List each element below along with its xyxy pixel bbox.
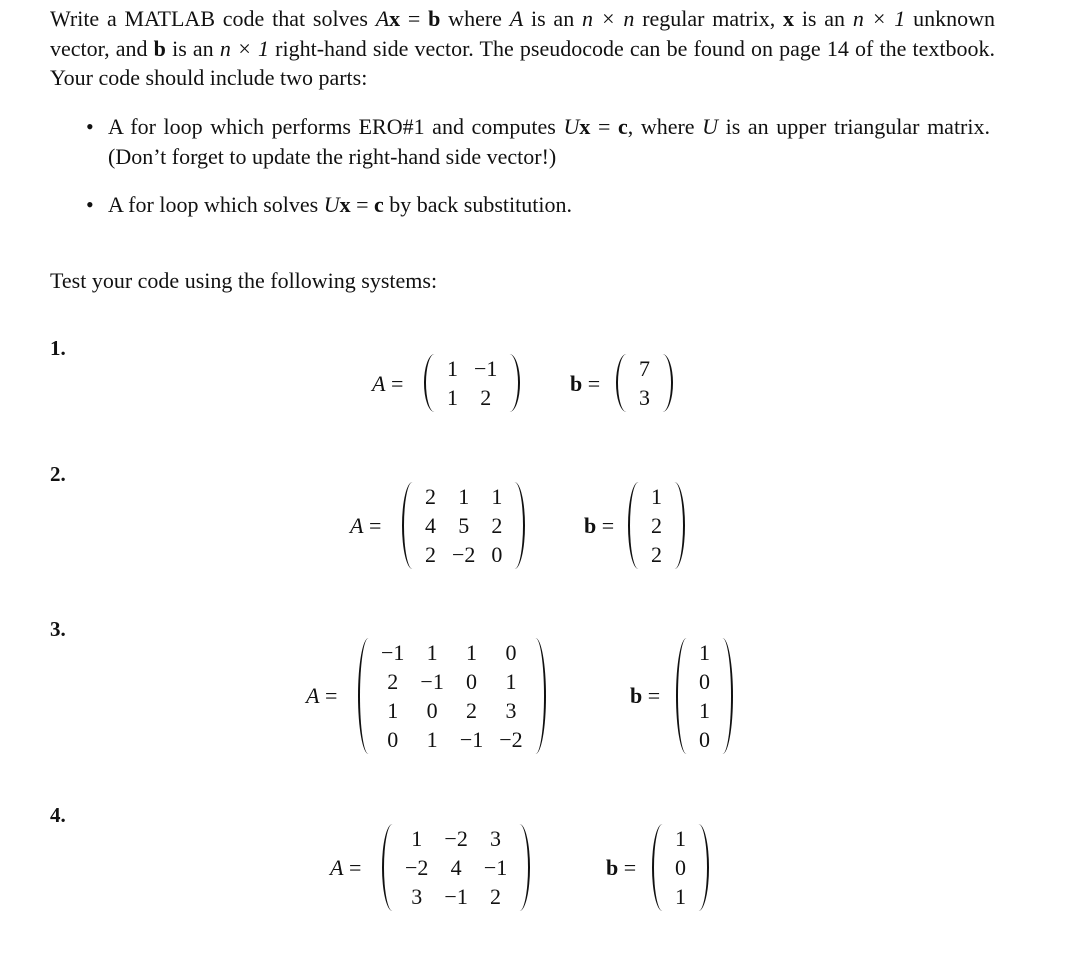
var-x: x <box>783 6 795 31</box>
var-b: b <box>428 6 441 31</box>
var-x: x <box>339 192 351 217</box>
left-paren <box>616 354 631 412</box>
vector-label <box>584 513 614 539</box>
matrix-cell: 0 <box>387 727 399 752</box>
equals: = <box>596 513 615 538</box>
equals: = <box>343 855 362 880</box>
intro-text-2: where <box>440 6 510 31</box>
matrix-cell: 2 <box>387 669 399 694</box>
right-paren <box>718 638 733 754</box>
equals: = <box>618 855 637 880</box>
bullet-text: A for loop which solves <box>108 192 324 217</box>
matrix-cell: 2 <box>490 884 502 909</box>
matrix-table <box>417 482 510 569</box>
matrix-cell: 1 <box>458 484 470 509</box>
vector-cell: 0 <box>699 669 710 694</box>
vector-cell: 0 <box>699 727 710 752</box>
var-A: A <box>330 855 344 880</box>
intro-text-1: Write a MATLAB code that solves <box>50 6 368 31</box>
right-paren <box>510 482 525 569</box>
bullet-item-1 <box>86 112 990 171</box>
left-paren <box>652 824 667 911</box>
matrix-cell: 5 <box>458 513 470 538</box>
system-number: 4. <box>50 803 66 827</box>
dim-nxn: n × n <box>581 6 635 31</box>
vector-b <box>652 824 709 911</box>
matrix-cell: 1 <box>387 698 399 723</box>
problem-statement <box>50 4 995 93</box>
var-A: A <box>375 6 390 31</box>
equals: = <box>385 371 404 396</box>
matrix-cell: 3 <box>490 826 502 851</box>
vector-cell: 1 <box>699 640 710 665</box>
matrix-cell: 2 <box>491 513 503 538</box>
matrix-cell: −1 <box>459 727 484 752</box>
vector-cell: 2 <box>651 513 662 538</box>
dim-nx1: n × 1 <box>219 35 269 61</box>
equals: = <box>582 371 601 396</box>
matrix-cell: 2 <box>425 542 436 567</box>
equals: = <box>400 6 429 31</box>
var-A: A <box>306 683 320 708</box>
matrix-cell: 3 <box>505 698 517 723</box>
var-b: b <box>584 513 597 538</box>
vector-cell: 3 <box>639 385 650 410</box>
matrix-A <box>424 354 520 412</box>
equals: = <box>363 513 382 538</box>
matrix-cell: −2 <box>499 727 523 752</box>
matrix-label <box>306 683 337 709</box>
intro-text-8: right-hand side vector. The pseudocode can be found on page 14 of the textbook. Your code should include two parts: <box>50 35 995 90</box>
bullet-item-2 <box>86 190 990 220</box>
matrix-cell: 0 <box>466 669 478 694</box>
right-paren <box>658 354 673 412</box>
equals: = <box>319 683 338 708</box>
left-paren <box>628 482 643 569</box>
vector-cell: 0 <box>675 855 686 880</box>
equals: = <box>590 114 618 139</box>
vector-cell: 7 <box>639 356 650 381</box>
vector-cell: 1 <box>699 698 710 723</box>
matrix-A <box>402 482 525 569</box>
system-number: 2. <box>50 462 66 486</box>
matrix-table <box>373 638 531 754</box>
right-paren <box>505 354 520 412</box>
left-paren <box>676 638 691 754</box>
bullet-dot: • <box>86 114 94 139</box>
var-c: c <box>374 192 384 217</box>
intro-text-5: is an <box>794 6 853 31</box>
var-c: c <box>617 114 628 139</box>
var-A: A <box>350 513 364 538</box>
vector-b <box>616 354 673 412</box>
vector-cell: 1 <box>651 484 662 509</box>
matrix-cell: −1 <box>444 884 468 909</box>
vector-cell: 2 <box>651 542 662 567</box>
vector-b <box>676 638 733 754</box>
bullet-text: is an upper triangular matrix. (Don’t forget to update the right-hand side vector!) <box>108 114 990 169</box>
var-A: A <box>372 371 386 396</box>
right-paren <box>531 638 546 754</box>
equals: = <box>642 683 661 708</box>
matrix-cell: −1 <box>474 356 498 381</box>
matrix-cell: −2 <box>452 542 476 567</box>
matrix-cell: −1 <box>420 669 444 694</box>
matrix-A <box>382 824 530 911</box>
intro-text-7: is an <box>165 35 220 61</box>
left-paren <box>358 638 373 754</box>
left-paren <box>382 824 397 911</box>
vector-table <box>667 824 694 911</box>
matrix-cell: 2 <box>480 385 492 410</box>
var-U: U <box>323 192 340 217</box>
matrix-table <box>397 824 515 911</box>
vector-table <box>643 482 670 569</box>
matrix-cell: −1 <box>381 640 405 665</box>
var-U: U <box>563 114 580 139</box>
left-paren <box>424 354 439 412</box>
matrix-cell: −2 <box>444 826 468 851</box>
var-b: b <box>570 371 583 396</box>
matrix-cell: 4 <box>450 855 462 880</box>
var-x: x <box>579 114 591 139</box>
matrix-cell: 1 <box>447 356 458 381</box>
var-b: b <box>153 35 166 61</box>
var-A: A <box>509 6 524 31</box>
var-b: b <box>606 855 619 880</box>
matrix-cell: 1 <box>491 484 503 509</box>
matrix-cell: −2 <box>405 855 429 880</box>
vector-cell: 1 <box>675 884 686 909</box>
vector-table <box>691 638 718 754</box>
matrix-cell: 1 <box>426 727 438 752</box>
vector-cell: 1 <box>675 826 686 851</box>
vector-label <box>630 683 660 709</box>
right-paren <box>515 824 530 911</box>
right-paren <box>670 482 685 569</box>
matrix-cell: 2 <box>425 484 436 509</box>
matrix-cell: 1 <box>411 826 423 851</box>
vector-label <box>570 371 600 397</box>
matrix-cell: 3 <box>411 884 423 909</box>
matrix-label <box>350 513 381 539</box>
bullet-text: , where <box>627 114 703 139</box>
intro-text-3: is an <box>523 6 582 31</box>
var-U: U <box>702 114 719 139</box>
dim-nx1: n × 1 <box>852 6 906 31</box>
vector-b <box>628 482 685 569</box>
matrix-cell: 1 <box>505 669 517 694</box>
matrix-cell: 1 <box>466 640 478 665</box>
vector-label <box>606 855 636 881</box>
bullet-dot: • <box>86 192 94 217</box>
intro-text-6: unknown vector, and <box>50 6 995 61</box>
matrix-cell: 2 <box>466 698 478 723</box>
matrix-cell: 0 <box>491 542 503 567</box>
matrix-cell: 4 <box>425 513 436 538</box>
matrix-cell: 0 <box>426 698 438 723</box>
bullet-text: A for loop which performs ERO#1 and computes <box>108 114 564 139</box>
matrix-cell: 1 <box>447 385 458 410</box>
right-paren <box>694 824 709 911</box>
matrix-A <box>358 638 546 754</box>
bullet-text: by back substitution. <box>383 192 572 217</box>
matrix-cell: −1 <box>483 855 508 880</box>
left-paren <box>402 482 417 569</box>
var-b: b <box>630 683 643 708</box>
system-number: 3. <box>50 617 66 641</box>
system-number: 1. <box>50 336 66 360</box>
matrix-cell: 0 <box>505 640 517 665</box>
test-instruction: Test your code using the following systems: <box>50 268 438 293</box>
matrix-table <box>439 354 505 412</box>
matrix-label <box>330 855 361 881</box>
vector-table <box>631 354 658 412</box>
intro-text-4: regular matrix, <box>634 6 784 31</box>
equals: = <box>350 192 375 217</box>
matrix-cell: 1 <box>426 640 438 665</box>
matrix-label <box>372 371 403 397</box>
var-x: x <box>389 6 401 31</box>
